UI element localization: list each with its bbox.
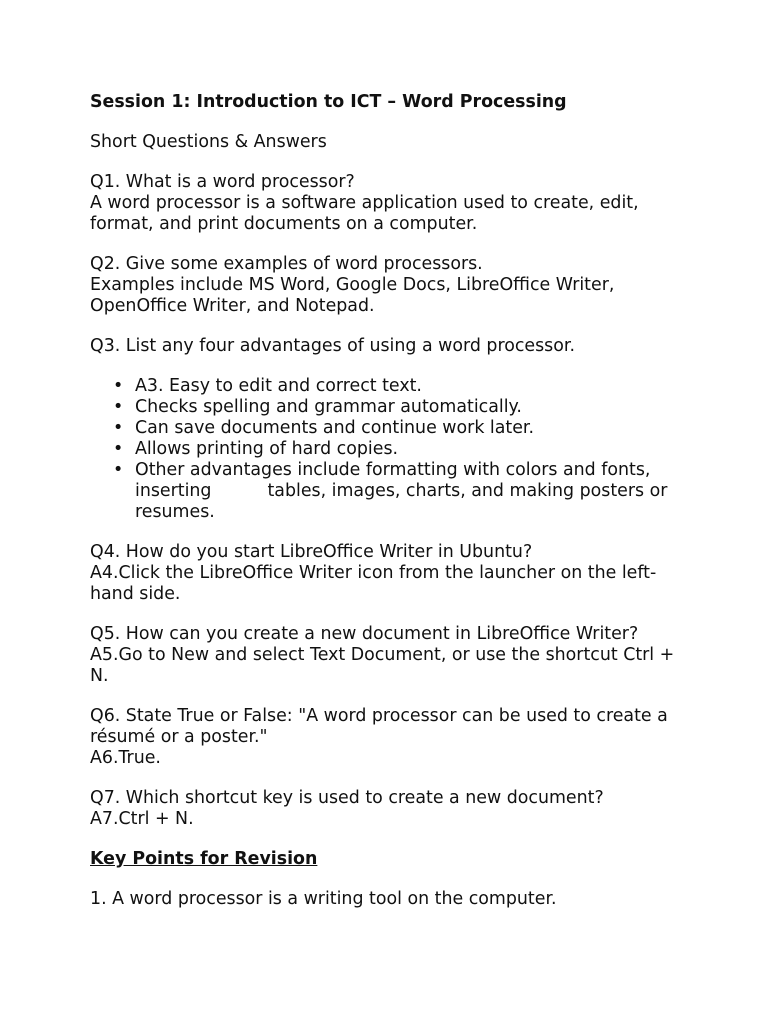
list-item: • Allows printing of hard copies. (90, 439, 680, 460)
qa-block-q5 (90, 624, 680, 687)
list-item-text: Other advantages include formatting with colors and fonts, inserting (135, 460, 651, 501)
subtitle: Short Questions & Answers (90, 132, 327, 152)
answer-text: A4.Click the LibreOffice Writer icon from the launcher on the left-hand side. (90, 563, 657, 604)
question-text: Q6. State True or False: "A word processor can be used to create a résumé or a poster." (90, 706, 668, 747)
qa-block-q3 (90, 336, 680, 357)
list-item: • A3. Easy to edit and correct text. (90, 376, 680, 397)
question-text: Q1. What is a word processor? (90, 172, 355, 192)
section-heading: Key Points for Revision (90, 849, 318, 869)
document-body (90, 92, 680, 929)
qa-block-q6 (90, 706, 680, 769)
answer-text: A5.Go to New and select Text Document, or use the shortcut Ctrl + N. (90, 645, 675, 686)
key-point-item: 1. A word processor is a writing tool on the computer. (90, 889, 557, 909)
qa-block-q2 (90, 254, 680, 317)
answer-text: A6.True. (90, 748, 161, 768)
list-item: • Can save documents and continue work later. (90, 418, 680, 439)
question-text: Q3. List any four advantages of using a word processor. (90, 336, 575, 356)
question-text: Q2. Give some examples of word processors. (90, 254, 483, 274)
answer-text: A word processor is a software application used to create, edit, format, and print documents on a computer. (90, 193, 639, 234)
list-item (90, 460, 680, 523)
question-text: Q7. Which shortcut key is used to create a new document? (90, 788, 604, 808)
question-text: Q4. How do you start LibreOffice Writer in Ubuntu? (90, 542, 533, 562)
list-item: • Checks spelling and grammar automatically. (90, 397, 680, 418)
question-text: Q5. How can you create a new document in LibreOffice Writer? (90, 624, 639, 644)
advantages-list (90, 376, 680, 523)
page-title: Session 1: Introduction to ICT – Word Processing (90, 92, 567, 112)
list-item-text: tables, images, charts, and making posters or resumes. (135, 481, 668, 522)
answer-text: A7.Ctrl + N. (90, 809, 194, 829)
answer-text: Examples include MS Word, Google Docs, LibreOffice Writer, OpenOffice Writer, and Notepad. (90, 275, 615, 316)
qa-block-q4 (90, 542, 680, 605)
qa-block-q7 (90, 788, 680, 830)
qa-block-q1 (90, 172, 680, 235)
